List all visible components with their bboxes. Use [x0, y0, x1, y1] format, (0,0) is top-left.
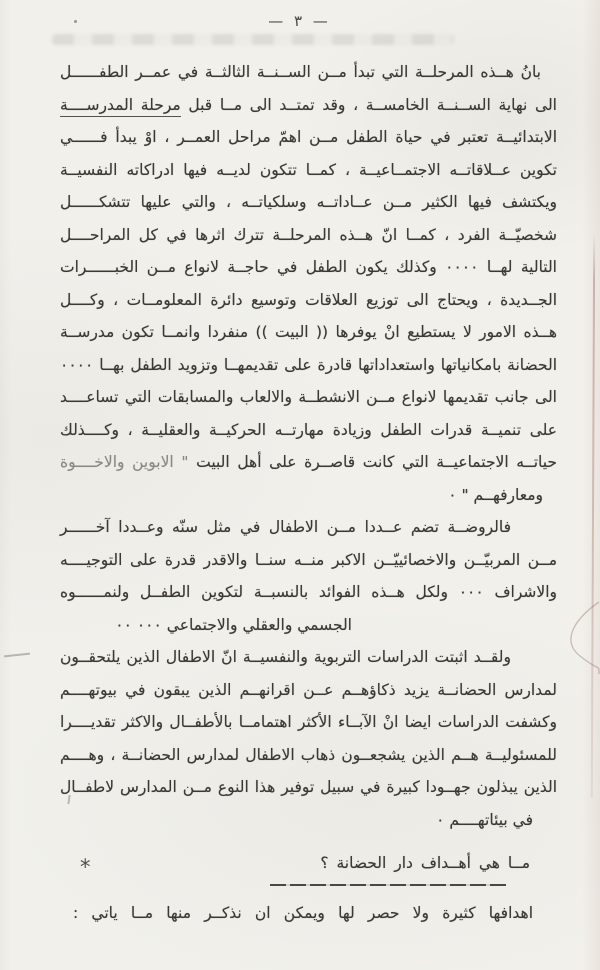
- text-line: التالية لهــا ٠٠٠٠ وكذلك يكون الطفل في حاجــة لانواع مــن الخبــــــرات: [60, 258, 557, 276]
- text-line: والاشراف ٠٠٠ ولكل هــذه الفوائد بالنسبــة لتكوين الطفــل ولنمــــــوه: [60, 583, 557, 601]
- text-line: شخصيّــة الفرد ، كمــا انّ هــذه المرحلــة تترك اثرها في كل المراحــــل: [60, 225, 557, 244]
- text-line: الحضانة بامكانياتها واستعداداتها قادرة على تقديمهــا وتزويد الطفل بهــا ٠٠٠٠: [60, 355, 557, 374]
- text-line: تكوين عــلاقاتــه الاجتمــاعيــة ، كمــا تتكون لديــه فيها ادراكاته النفسيــة: [60, 160, 557, 179]
- section-heading-row: [60, 848, 557, 878]
- scan-artifact-ghost-text: [52, 34, 454, 45]
- body-text-column: [60, 56, 557, 836]
- text-line: وكشفت الدراسات ايضا انْ الآبــاء الأكثر اهتمامــا بالأطفــال والاكثر تقديــــرا: [60, 713, 557, 731]
- scan-artifact-margin-line: [591, 233, 595, 798]
- text-line: الجسمي والعقلي والاجتماعي ٠٠٠ ٠٠: [115, 615, 352, 634]
- text-line: الى نهاية الســنــة الخامســة ، وقد تمتــد الى مــا قبل مرحلة المدرســــة: [60, 89, 557, 122]
- text-line: مــن المربيّــن والاخصائييّــن الاكبر منــه سنــا والاقدر قدرة على التوجيــــه: [60, 550, 557, 569]
- text-line: هــذه الامور لا يستطيع انْ يوفرها (( البيت )) منفردا وانمــا تكون مدرســة: [60, 323, 557, 341]
- underlined-phrase: مرحلة المدرســــة: [60, 96, 181, 117]
- text-line: حياتــه الاجتماعيــة التي كانت قاصــرة على أهل البيت " الابوين والاخــــوة: [60, 453, 557, 471]
- asterisk-marker-icon: *: [80, 855, 91, 879]
- scan-artifact-dot: [74, 20, 77, 23]
- section-heading-underline: [270, 884, 506, 886]
- text-line: فالروضــة تضم عــددا مــن الاطفال في مثل سنّه وعــددا آخــــــر: [60, 518, 511, 536]
- text-line: في بيئاتهــــم ٠: [436, 810, 533, 829]
- text-line: بانُ هــذه المرحلــة التي تبدأ مــن الســنــة الثالثــة في عمــر الطفــــــل: [60, 63, 541, 81]
- text-line: ومعارفهــم " ٠: [448, 485, 543, 504]
- text-line: للمسئوليــة هــم الذين يشجعــون ذهاب الاطفال لمدارس الحضانــة ، وهــــم: [60, 745, 557, 764]
- text-line: الذين يبذلون جهــودا كبيرة في سبيل توفير هذا النوع مــن المدارس لاطفــال: [60, 778, 557, 796]
- text-line: على تنميــة قدرات الطفل وزيادة مهارتــه الحركيــة والعقليــة ، وكــــذلك: [60, 420, 557, 439]
- text-line: الابتدائيــة تعتبر في حياة الطفل مــن اهمّ مراحل العمــر ، اوْ يبدأ فــــــي: [60, 128, 557, 146]
- section-heading-title: مــا هي أهــداف دار الحضانة ؟: [320, 854, 530, 872]
- text-line: الى جانب تقديمها لانواع مــن الانشطــة والالعاب والمسابقات التي تساعــــد: [60, 388, 557, 406]
- scan-artifact-dash: [4, 653, 30, 658]
- closing-line: اهدافها كثيرة ولا حصر لها ويمكن ان نذكــر منها مــا ياتي :: [73, 904, 533, 922]
- text-line: ولقــد اثبتت الدراسات التربوية والنفسيــة انّ الاطفال الذين يلتحقــون: [60, 648, 511, 666]
- text-line: لمدارس الحضانــة يزيد ذكاؤهــم عــن اقرانهــم الذين يبقون في بيوتهــــم: [60, 680, 557, 699]
- page-number: — ٣ —: [268, 12, 328, 30]
- faded-phrase: " الابوين والاخــــوة: [60, 453, 189, 471]
- scan-artifact-pen-squiggle: [554, 596, 600, 678]
- text-line: ويكتشف فيها الكثير مــن عــاداتــه وسلكياتــه ، والتي عليها تتشكــــــل: [60, 193, 557, 211]
- text-line: الجــديدة ، ويحتاج الى توزيع العلاقات وتوسيع دائرة المعلومــات ، وكــــل: [60, 290, 557, 309]
